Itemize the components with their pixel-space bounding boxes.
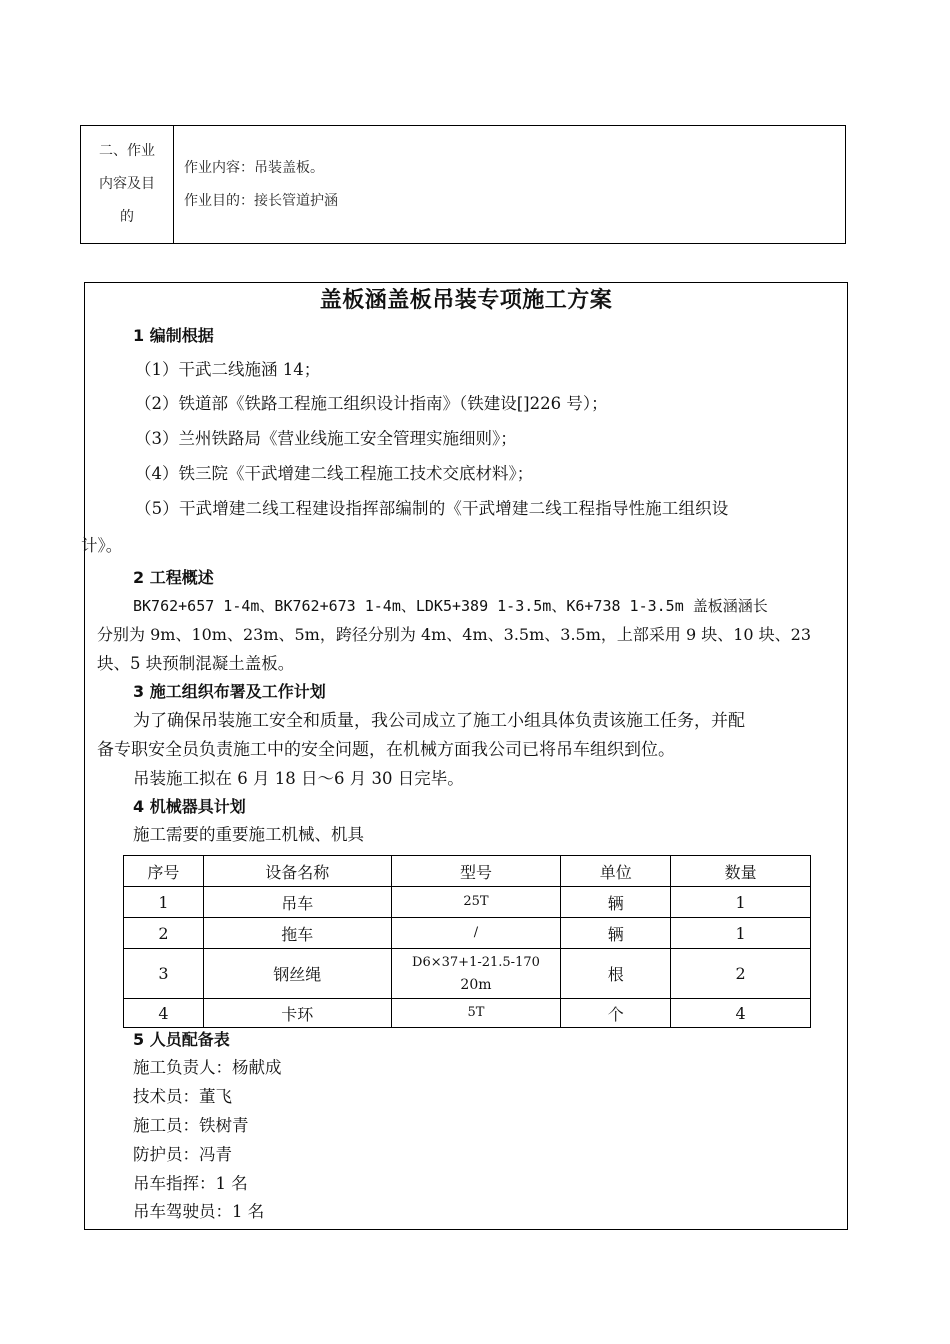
- personnel-line: 施工负责人：杨献成: [133, 1058, 282, 1077]
- row-unit: 辆: [561, 918, 671, 949]
- plan-line: 吊装施工拟在 6 月 18 日～6 月 30 日完毕。: [133, 769, 464, 788]
- row-qty: 4: [671, 999, 811, 1028]
- personnel-line: 吊车指挥：1 名: [133, 1174, 248, 1193]
- personnel-line: 防护员：冯青: [133, 1145, 232, 1164]
- row-name: 吊车: [203, 887, 391, 918]
- row-qty: 1: [671, 887, 811, 918]
- header-cell: 型号: [391, 856, 561, 887]
- section-1-heading: 1 编制根据: [133, 326, 214, 345]
- row-model-length: 20m: [460, 976, 492, 993]
- overview-line: 分别为 9m、10m、23m、5m，跨径分别为 4m、4m、3.5m、3.5m，上部采用 9 块、10 块、23: [97, 625, 812, 644]
- work-content-value: 吊装盖板。: [254, 159, 324, 176]
- basis-item: （1）干武二线施涵 14；: [135, 360, 321, 379]
- row-no: 2: [124, 918, 204, 949]
- overview-line: BK762+657 1-4m、BK762+673 1-4m、LDK5+389 1-3.5m、K6+738 1-3.5m 盖板涵涵长: [133, 597, 768, 615]
- label-line: 二、作业: [99, 143, 155, 159]
- row-model: 25T: [391, 887, 561, 918]
- table-row: [124, 949, 811, 999]
- section-3-heading: 3 施工组织布署及工作计划: [133, 682, 326, 701]
- basis-item: （3）兰州铁路局《营业线施工安全管理实施细则》；: [135, 429, 517, 448]
- label-line: 内容及目: [99, 176, 155, 192]
- table-row: [124, 887, 811, 918]
- row-model: /: [391, 918, 561, 949]
- header-cell: 设备名称: [203, 856, 391, 887]
- personnel-line: 吊车驾驶员：1 名: [133, 1202, 265, 1221]
- plan-line: 备专职安全员负责施工中的安全问题，在机械方面我公司已将吊车组织到位。: [97, 740, 675, 760]
- row-name: 拖车: [203, 918, 391, 949]
- work-content-label: 作业内容：: [184, 159, 254, 176]
- equipment-header-row: [124, 856, 811, 887]
- equipment-intro: 施工需要的重要施工机械、机具: [133, 825, 364, 844]
- construction-plan-box: [81, 282, 848, 1230]
- row-qty: 1: [671, 918, 811, 949]
- section-4-heading: 4 机械器具计划: [133, 797, 246, 816]
- row-unit: 个: [561, 999, 671, 1028]
- personnel-line: 技术员：董飞: [133, 1087, 232, 1106]
- table-row: [124, 918, 811, 949]
- section-5-heading: 5 人员配备表: [133, 1030, 230, 1049]
- label-line: 的: [120, 209, 134, 225]
- row-name: 卡环: [203, 999, 391, 1028]
- personnel-line: 施工员：铁树青: [133, 1116, 249, 1135]
- row-no: 4: [124, 999, 204, 1028]
- row-unit: 根: [561, 949, 671, 999]
- work-purpose-row: [184, 185, 845, 218]
- basis-item: （2）铁道部《铁路工程施工组织设计指南》（铁建设[]226 号）；: [135, 394, 608, 413]
- row-unit: 辆: [561, 887, 671, 918]
- work-content-value-cell: [174, 126, 845, 243]
- header-cell: 单位: [561, 856, 671, 887]
- row-no: 1: [124, 887, 204, 918]
- document-title: 盖板涵盖板吊装专项施工方案: [319, 287, 613, 313]
- work-content-label-cell: [81, 126, 174, 243]
- work-purpose-label: 作业目的：: [184, 192, 254, 209]
- row-model-cell: [391, 949, 561, 999]
- header-cell: 数量: [671, 856, 811, 887]
- equipment-table: [123, 855, 811, 1028]
- row-qty: 2: [671, 949, 811, 999]
- header-cell: 序号: [124, 856, 204, 887]
- work-content-row: [184, 152, 845, 185]
- work-purpose-value: 接长管道护涵: [254, 192, 338, 209]
- table-row: [124, 999, 811, 1028]
- basis-item: （5）干武增建二线工程建设指挥部编制的《干武增建二线工程指导性施工组织设: [135, 499, 729, 518]
- section-2-heading: 2 工程概述: [133, 568, 214, 587]
- row-name: 钢丝绳: [203, 949, 391, 999]
- row-model: 5T: [391, 999, 561, 1028]
- basis-item-continued: 计》。: [81, 536, 123, 555]
- overview-line: 块、5 块预制混凝土盖板。: [97, 654, 295, 673]
- row-no: 3: [124, 949, 204, 999]
- plan-line: 为了确保吊装施工安全和质量，我公司成立了施工小组具体负责该施工任务，并配: [133, 711, 745, 731]
- work-content-table: [80, 125, 846, 244]
- basis-item: （4）铁三院《干武增建二线工程施工技术交底材料》；: [135, 464, 534, 483]
- row-model: D6×37+1-21.5-170: [412, 954, 540, 970]
